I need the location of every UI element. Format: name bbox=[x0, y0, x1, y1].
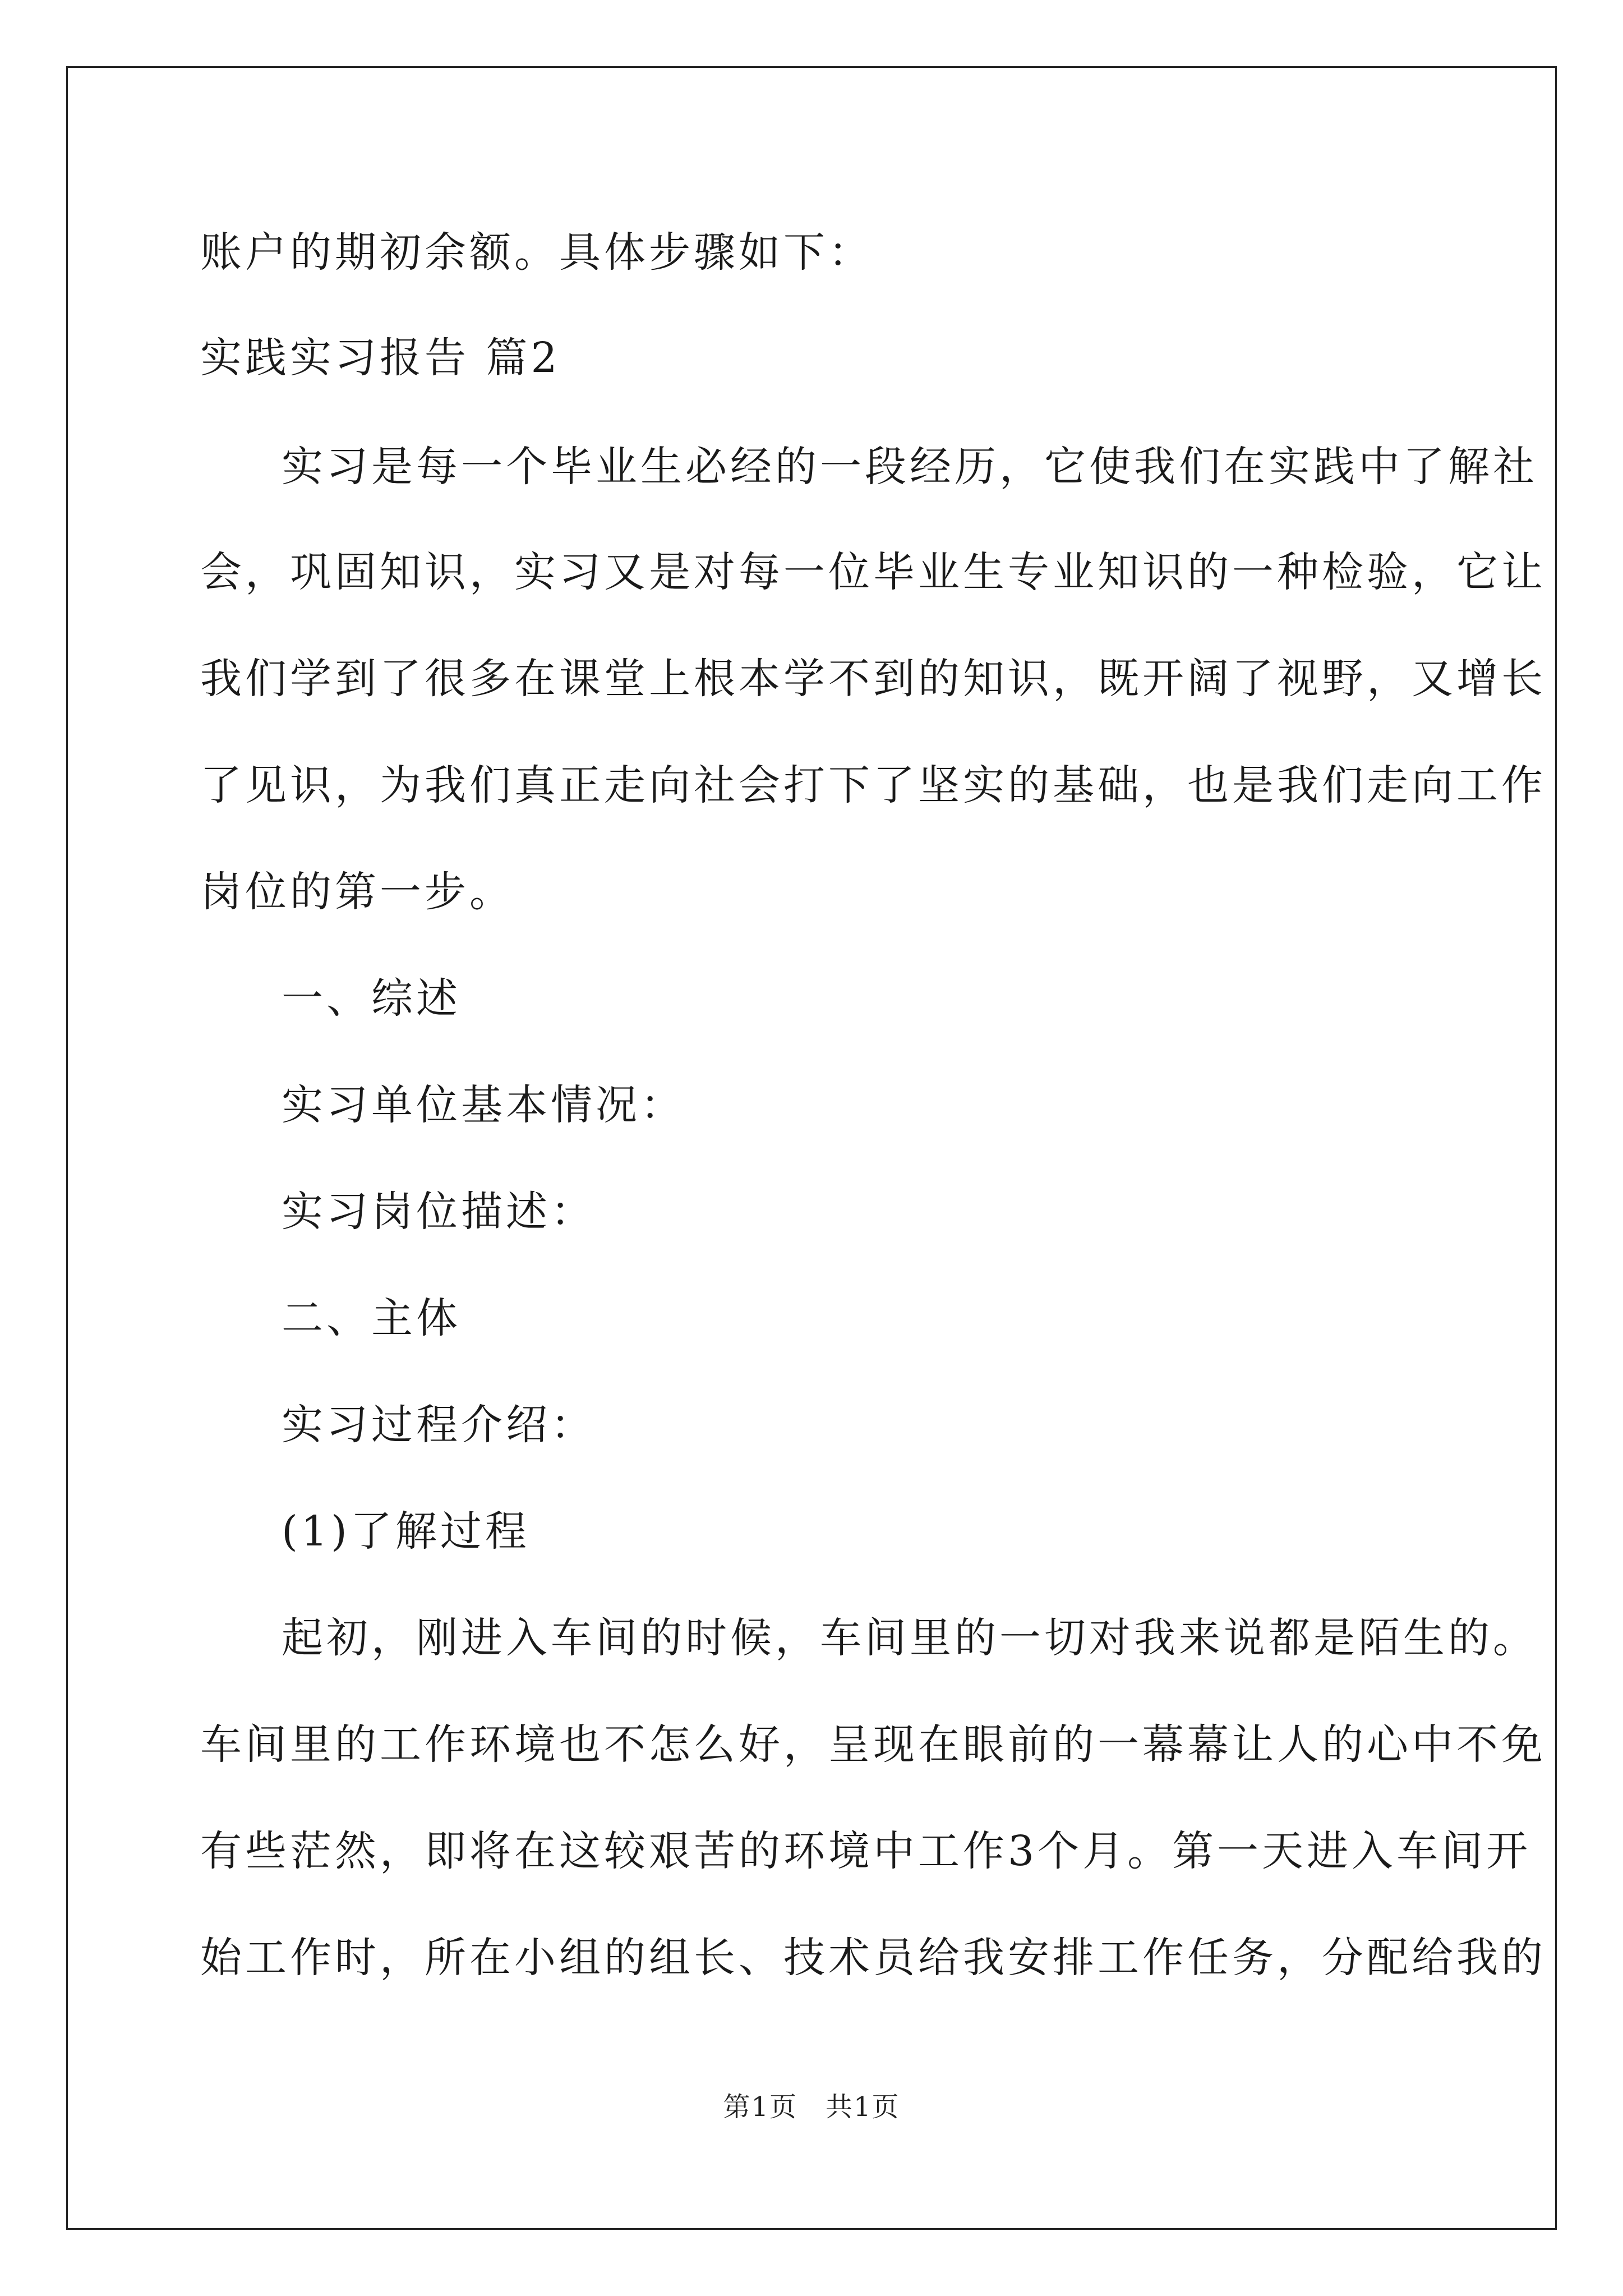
text-line-12: 实习过程介绍： bbox=[282, 1401, 596, 1449]
text-line-4: 会，巩固知识，实习又是对每一位毕业生专业知识的一种检验，它让 bbox=[200, 548, 1546, 596]
page-number-footer: 第1页 共1页 bbox=[723, 2091, 900, 2123]
text-line-3: 实习是每一个毕业生必经的一段经历，它使我们在实践中了解社 bbox=[282, 443, 1538, 491]
text-line-17: 始工作时，所在小组的组长、技术员给我安排工作任务，分配给我的 bbox=[200, 1934, 1546, 1982]
text-line-16: 有些茫然，即将在这较艰苦的环境中工作3个月。第一天进入车间开 bbox=[200, 1827, 1532, 1875]
text-line-5: 我们学到了很多在课堂上根本学不到的知识，既开阔了视野，又增长 bbox=[200, 655, 1546, 703]
subheading-summary: 一、综述 bbox=[282, 974, 461, 1023]
text-line-9: 实习单位基本情况： bbox=[282, 1081, 685, 1129]
text-line-6: 了见识，为我们真正走向社会打下了坚实的基础，也是我们走向工作 bbox=[200, 761, 1546, 809]
text-line-14: 起初，刚进入车间的时候，车间里的一切对我来说都是陌生的。 bbox=[282, 1614, 1538, 1662]
section-heading: 实践实习报告 篇2 bbox=[200, 334, 561, 382]
text-line-1: 账户的期初余额。具体步骤如下： bbox=[200, 228, 873, 277]
text-line-15: 车间里的工作环境也不怎么好，呈现在眼前的一幕幕让人的心中不免 bbox=[200, 1720, 1546, 1769]
page-border bbox=[66, 66, 1557, 2230]
subheading-understanding-process: (1)了解过程 bbox=[282, 1507, 530, 1556]
text-line-10: 实习岗位描述： bbox=[282, 1188, 596, 1236]
text-line-7: 岗位的第一步。 bbox=[200, 868, 514, 916]
subheading-main-body: 二、主体 bbox=[282, 1294, 461, 1342]
